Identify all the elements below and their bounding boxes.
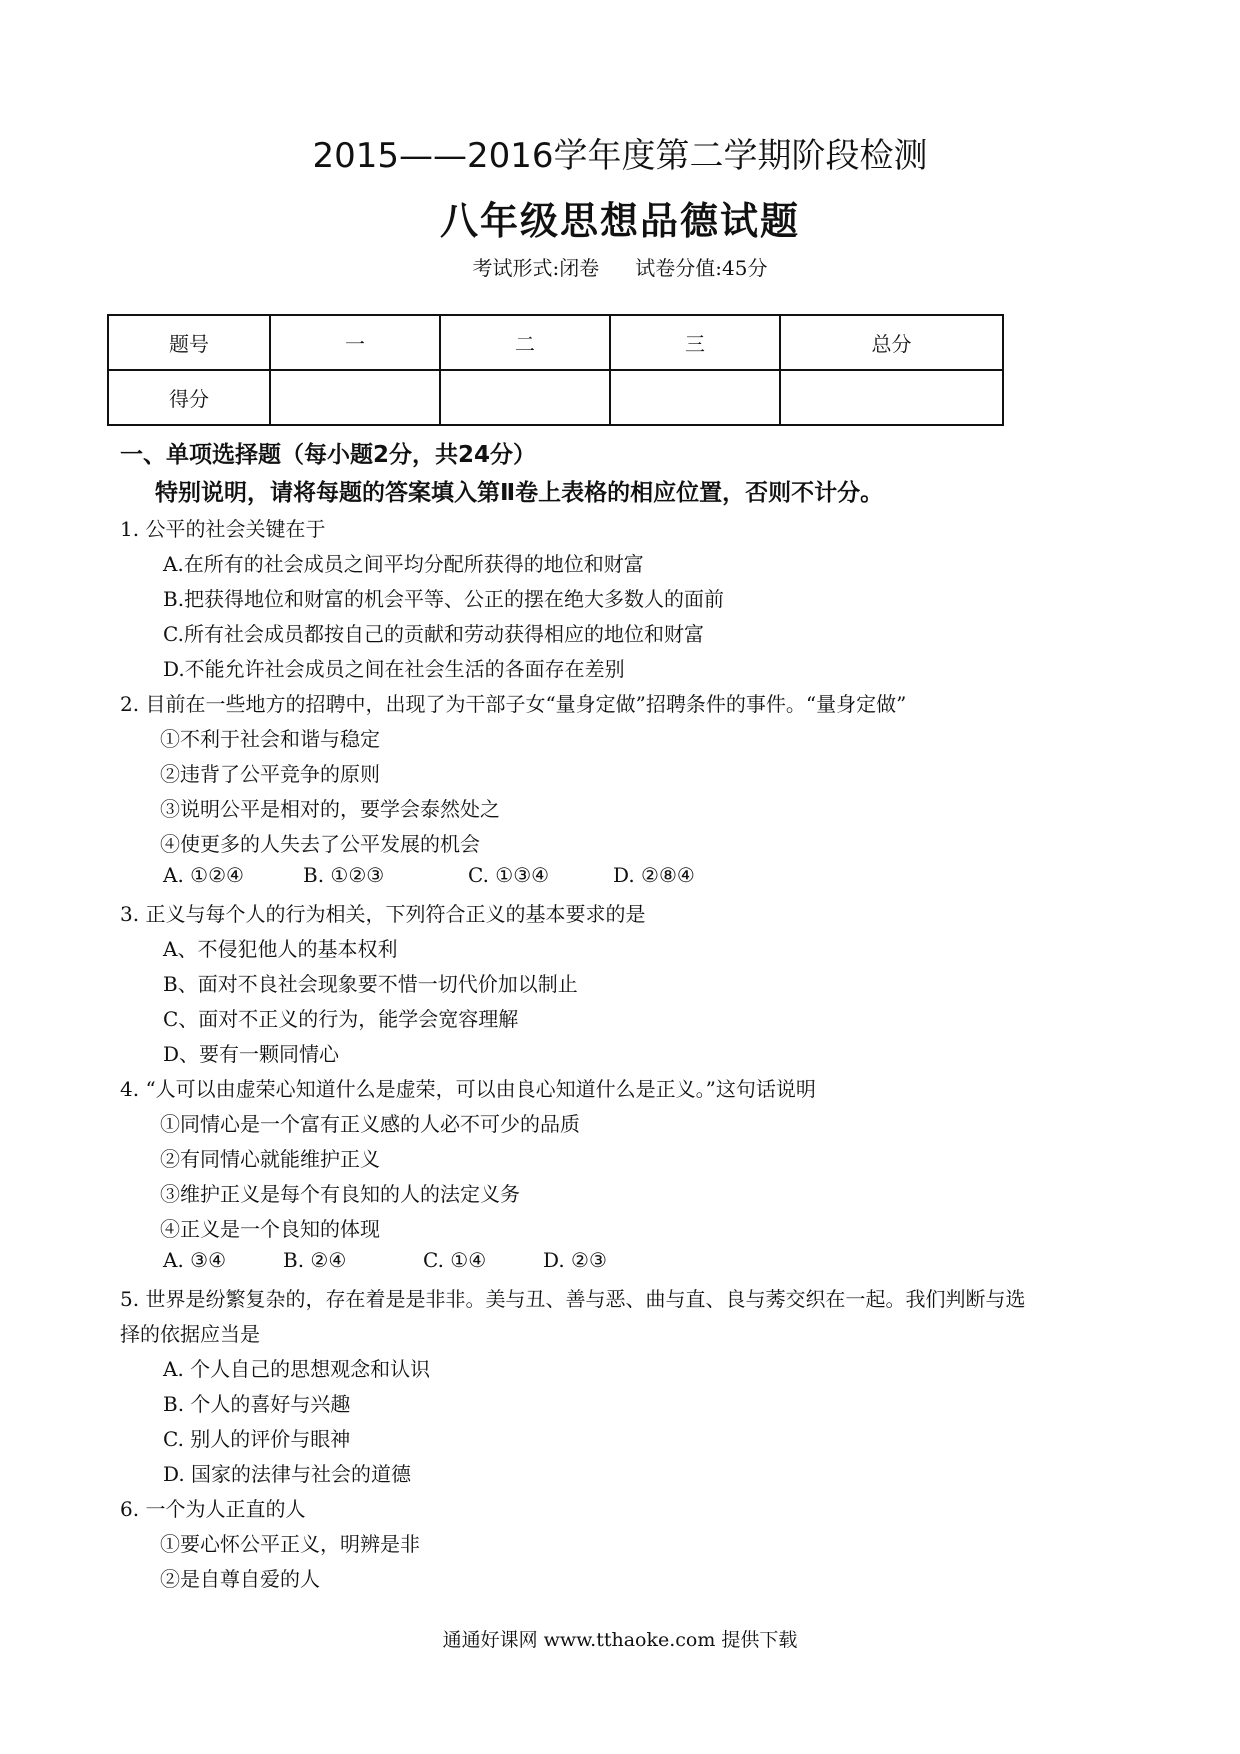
option: C. ①③④ — [468, 863, 550, 887]
statement: ②违背了公平竞争的原则 — [160, 762, 380, 786]
statement: ②是自尊自爱的人 — [160, 1567, 320, 1591]
question-stem: 3. 正义与每个人的行为相关，下列符合正义的基本要求的是 — [120, 902, 646, 926]
score-cell: 三 — [610, 315, 780, 370]
question-stem: 2. 目前在一些地方的招聘中，出现了为干部子女“量身定做”招聘条件的事件。“量身定做” — [120, 692, 907, 716]
statement: ④使更多的人失去了公平发展的机会 — [160, 832, 480, 856]
option: D. 国家的法律与社会的道德 — [163, 1462, 412, 1486]
option: C. ①④ — [423, 1248, 487, 1272]
statement: ③维护正义是每个有良知的人的法定义务 — [160, 1182, 520, 1206]
score-cell: 得分 — [108, 370, 270, 425]
option: D.不能允许社会成员之间在社会生活的各面存在差别 — [163, 657, 625, 681]
score-cell — [780, 370, 1003, 425]
option: B. ①②③ — [303, 863, 385, 887]
statement: ①不利于社会和谐与稳定 — [160, 727, 380, 751]
question-stem: 1. 公平的社会关键在于 — [120, 517, 326, 541]
option: A. ①②④ — [163, 863, 244, 887]
statement: ③说明公平是相对的，要学会泰然处之 — [160, 797, 500, 821]
exam-title: 2015——2016学年度第二学期阶段检测 — [312, 136, 928, 176]
option: B.把获得地位和财富的机会平等、公正的摆在绝大多数人的面前 — [163, 587, 725, 611]
option: C、面对不正义的行为，能学会宽容理解 — [163, 1007, 519, 1031]
statement: ①要心怀公平正义，明辨是非 — [160, 1532, 420, 1556]
score-table-row — [108, 370, 1003, 425]
page-footer: 通通好课网 www.tthaoke.com 提供下载 — [442, 1629, 798, 1651]
option: B. ②④ — [283, 1248, 347, 1272]
statement: ①同情心是一个富有正义感的人必不可少的品质 — [160, 1112, 580, 1136]
option: A. 个人自己的思想观念和认识 — [163, 1357, 431, 1381]
score-cell: 总分 — [780, 315, 1003, 370]
section-title: 一、单项选择题（每小题2分，共24分） — [120, 442, 537, 468]
exam-score: 试卷分值:45分 — [635, 256, 768, 280]
score-cell: 二 — [440, 315, 610, 370]
option: A. ③④ — [163, 1248, 227, 1272]
option: D、要有一颗同情心 — [163, 1042, 340, 1066]
question-stem: 5. 世界是纷繁复杂的，存在着是是非非。美与丑、善与恶、曲与直、良与莠交织在一起。我们判断与选 — [120, 1287, 1026, 1311]
option: D. ②③ — [543, 1248, 607, 1272]
score-cell: 题号 — [108, 315, 270, 370]
option: A、不侵犯他人的基本权利 — [163, 937, 398, 961]
option: B. 个人的喜好与兴趣 — [163, 1392, 351, 1416]
answer-options — [163, 863, 695, 887]
option: C. 别人的评价与眼神 — [163, 1427, 351, 1451]
score-cell — [270, 370, 440, 425]
answer-options — [163, 1248, 607, 1272]
score-cell: 一 — [270, 315, 440, 370]
score-table-row — [108, 315, 1003, 370]
score-table — [107, 314, 1004, 426]
exam-subtitle: 八年级思想品德试题 — [439, 199, 800, 243]
statement: ②有同情心就能维护正义 — [160, 1147, 380, 1171]
option: A.在所有的社会成员之间平均分配所获得的地位和财富 — [163, 552, 644, 576]
option: D. ②⑧④ — [613, 863, 695, 887]
exam-form: 考试形式:闭卷 — [472, 256, 600, 280]
option: B、面对不良社会现象要不惜一切代价加以制止 — [163, 972, 578, 996]
section-note: 特别说明，请将每题的答案填入第Ⅱ卷上表格的相应位置，否则不计分。 — [155, 480, 884, 506]
statement: ④正义是一个良知的体现 — [160, 1217, 380, 1241]
exam-info — [0, 252, 1240, 281]
score-cell — [610, 370, 780, 425]
question-stem-continued: 择的依据应当是 — [120, 1322, 260, 1346]
question-stem: 4. “人可以由虚荣心知道什么是虚荣，可以由良心知道什么是正义。”这句话说明 — [120, 1077, 816, 1101]
score-cell — [440, 370, 610, 425]
question-stem: 6. 一个为人正直的人 — [120, 1497, 306, 1521]
option: C.所有社会成员都按自己的贡献和劳动获得相应的地位和财富 — [163, 622, 704, 646]
